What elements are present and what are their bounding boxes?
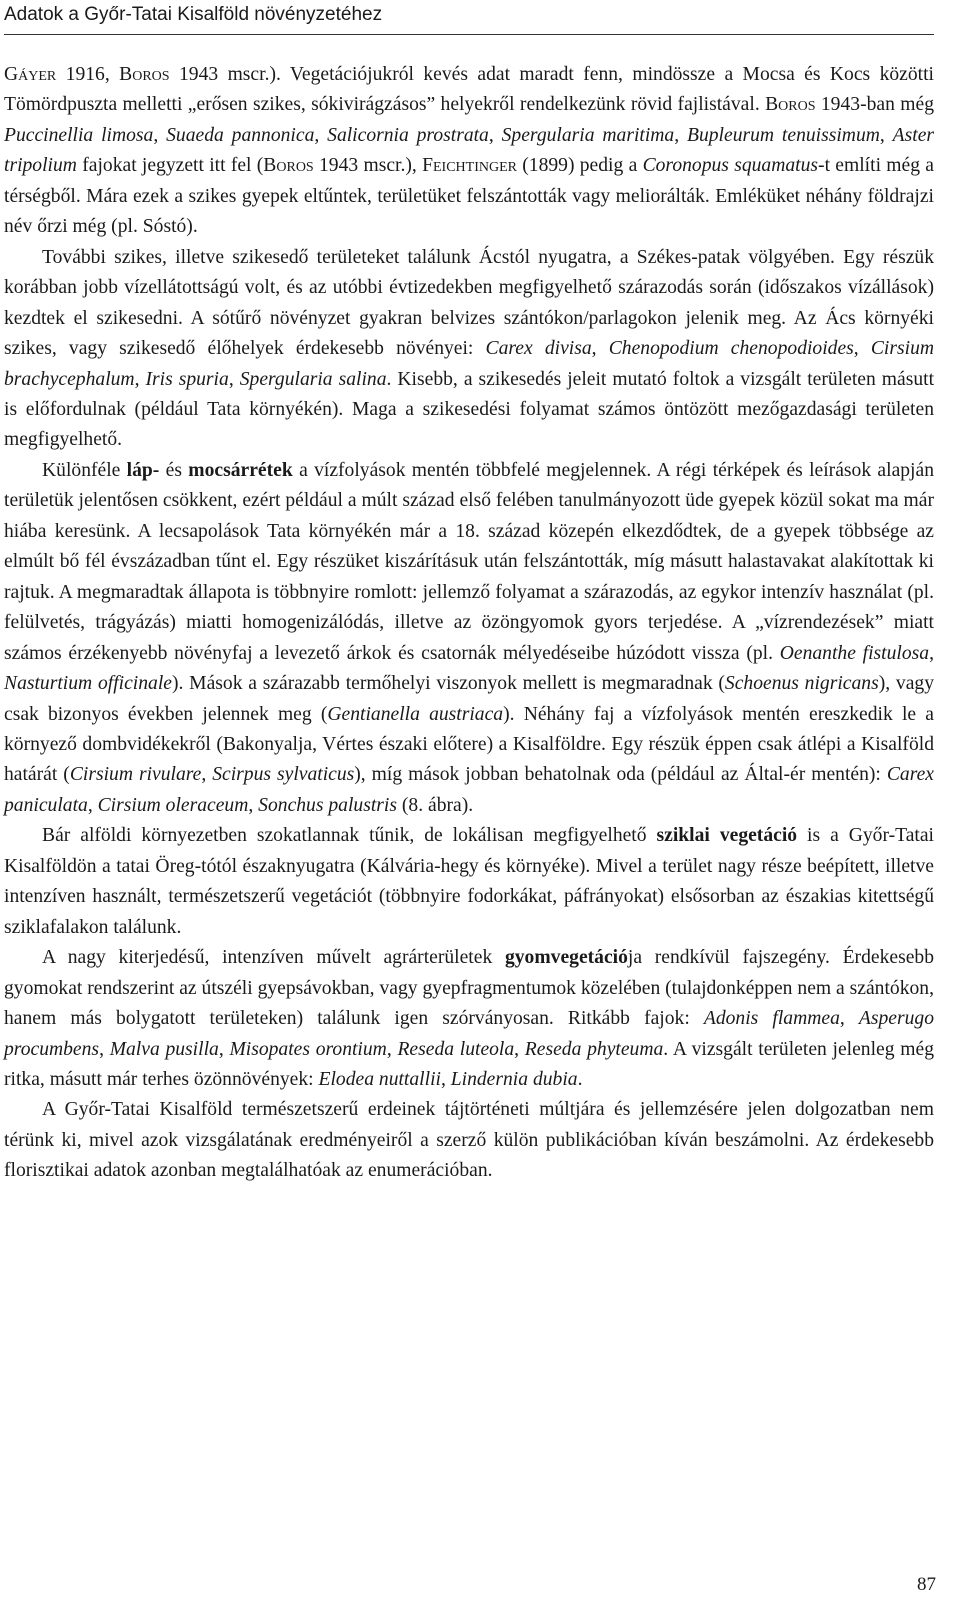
species-name: Sonchus palustris	[258, 794, 397, 816]
text-run: 1943-ban még	[815, 94, 934, 116]
text-run: ), míg mások jobban behatolnak oda (például az Által-ér mentén):	[354, 764, 887, 786]
text-run: ,	[134, 368, 146, 390]
paragraph	[4, 456, 934, 821]
species-name: Aster tripolium	[4, 124, 935, 177]
text-run: (1899) pedig a	[516, 155, 643, 177]
text-run: ,	[386, 1038, 398, 1060]
bold-term: mocsárrétek	[188, 459, 293, 481]
species-name: Carex paniculata	[4, 764, 935, 816]
paragraph	[4, 243, 934, 456]
text-run: ,	[228, 368, 240, 390]
text-run: ,	[839, 1008, 859, 1030]
running-title: Adatok a Győr-Tatai Kisalföld növényzetéhez	[4, 2, 934, 35]
species-name: Nasturtium officinale	[4, 673, 172, 695]
page-number: 87	[917, 1574, 936, 1595]
author-name: Boros	[263, 155, 314, 177]
body-text	[4, 60, 934, 1187]
author-name: Gáyer	[4, 64, 57, 85]
text-run: ,	[853, 338, 871, 360]
text-run: a vízfolyások mentén többfelé megjelennek. A régi térképek és leírások alapján területük jelentősen csökkent, ezért például a múlt század első felében tanulmányozott üde gyepek közül sokat ma már hiába keresünk. A lecsapolások Tata környékén már a 18. század közepén elkezdődtek, de a gyepek többsége az elmúlt bő fél évszázadban tűnt el. Egy részüket kiszárításuk után felszántották, míg másutt halastavakat alakítottak ki rajtuk. A megmaradtak állapota is többnyire romlott: jellemző folyamat a szárazodás, az egykor intenzív használat (pl. felülvetés, trágyázás) miatti homogenizálódás, illetve az özöngyomok gyors terjedése. A „vízrendezések” miatt számos érzékenyebb növényfaj a levezető árkok és csatornák mélyedéseibe húzódott vissza (pl.	[4, 459, 934, 664]
species-name: Suaeda pannonica	[166, 124, 315, 146]
text-run: ,	[218, 1038, 230, 1060]
text-run: Bár alföldi környezetben szokatlannak tűnik, de lokálisan megfigyelhető	[42, 825, 657, 847]
text-run: ,	[153, 124, 167, 146]
text-run: ja rendkívül fajszegény. Érdekesebb gyomokat rendszerint az útszéli gyepsávokban, vagy gyepfragmentumok közelében (tulajdonképpen nem a szántókon, hanem más bolygatott területeken) találunk igen szórványosan. Ritkább fajok:	[4, 947, 934, 1030]
species-name: Adonis flammea	[703, 1008, 840, 1030]
text-run: fajokat jegyzett itt fel (	[76, 155, 264, 177]
text-run: ,	[87, 794, 98, 816]
text-run: A nagy kiterjedésű, intenzíven művelt agrárterületek	[42, 947, 505, 969]
species-name: Cirsium brachycephalum	[4, 338, 935, 390]
text-run: . Kisebb, a szikesedés jeleit mutató foltok a vizsgált területen másutt is előfordulnak (például Tata környékén). Maga a szikesedési folyamat számos öntözött mezőgazdasági területen megfigyelhető.	[4, 368, 935, 451]
text-run: ), vagy csak bizonyos években jelennek meg (	[4, 673, 934, 725]
species-name: Puccinellia limosa	[4, 124, 154, 146]
text-run: ,	[440, 1068, 451, 1090]
species-name: Cirsium oleraceum	[97, 794, 249, 816]
text-run: ,	[99, 1038, 110, 1060]
species-name: Iris spuria	[145, 368, 229, 390]
author-name: Boros	[119, 64, 170, 85]
text-run: ,	[879, 124, 893, 146]
species-name: Spergularia salina	[239, 368, 387, 390]
species-name: Bupleurum tenuissimum	[687, 124, 880, 146]
paragraph	[4, 943, 934, 1095]
species-name: Chenopodium chenopodioides	[608, 338, 854, 360]
species-name: Asperugo procumbens	[4, 1008, 935, 1060]
species-name: Reseda phyteuma	[524, 1038, 664, 1060]
species-name: Salicornia prostrata	[327, 124, 489, 146]
text-run: is a Győr-Tatai Kisalföldön a tatai Öreg-tótól északnyugatra (Kálvária-hegy és környéke). Mivel a terület nagy része beépített, illetve intenzíven használt, természetszerű vegetációt (többnyire fodorkákat, páfrányokat) elsősorban az északias kitettségű sziklafalakon találunk.	[4, 825, 935, 938]
text-run: 1943 mscr.). Vegetációjukról kevés adat maradt fenn, mindössze a Mocsa és Kocs közötti Tömördpuszta melletti „erősen szikes, sókivirágzásos” helyekről rendelkezünk rövid fajlistával.	[4, 64, 934, 116]
species-name: Scirpus sylvaticus	[212, 764, 355, 786]
text-run: 1916,	[56, 64, 120, 85]
bold-term: sziklai vegetáció	[656, 825, 798, 847]
species-name: Elodea nuttallii	[318, 1068, 441, 1090]
paragraph	[4, 60, 934, 243]
species-name: Lindernia dubia	[450, 1068, 578, 1090]
text-run: ). Néhány faj a vízfolyások mentén ereszkedik le a környező dombvidékekről (Bakonyalja, Vértes északi előtere) a Kisalföldre. Egy részük éppen csak átlépi a Kisalföld határát (	[4, 703, 934, 786]
text-run: További szikes, illetve szikesedő területeket találunk Ácstól nyugatra, a Székes-patak völgyében. Egy részük korábban jobb vízellátottságú volt, és az utóbbi évtizedekben megfigyelhető szárazodás során (időszakos vízállások) kezdtek el szikesedni. A sótűrő növényzet gyakran belvizes szántókon/parlagokon jelenik meg. Az Ács környéki szikes, vagy szikesedő élőhelyek érdekesebb növényei:	[4, 246, 934, 360]
text-run: ,	[591, 338, 609, 360]
text-run: ,	[674, 124, 687, 146]
text-run: ). Mások a szárazabb termőhelyi viszonyok mellett is megmaradnak (	[171, 673, 725, 695]
text-run: ,	[314, 124, 328, 146]
text-run: A Győr-Tatai Kisalföld természetszerű erdeinek tájtörténeti múltjára és jellemzésére jelen dolgozatban nem térünk ki, mivel azok vizsgálatának eredményeiről a szerző külön publikációban kíván beszámolni. Az érdekesebb florisztikai adatok azonban megtalálhatóak az enumerációban.	[4, 1099, 934, 1182]
text-run: ,	[929, 642, 934, 664]
text-run: (8. ábra).	[396, 794, 474, 816]
paragraph	[4, 1095, 934, 1186]
text-run: 1943 mscr.),	[313, 155, 423, 177]
bold-term: gyomvegetáció	[504, 947, 628, 969]
species-name: Reseda luteola	[397, 1038, 515, 1060]
author-name: Boros	[765, 94, 816, 116]
text-run: .	[577, 1068, 583, 1090]
species-name: Oenanthe fistulosa	[779, 642, 930, 664]
species-name: Coronopus squamatus	[642, 155, 819, 177]
bold-term: láp-	[126, 459, 160, 481]
author-name: Feichtinger	[422, 155, 517, 177]
species-name: Misopates orontium	[229, 1038, 387, 1060]
text-run: és	[159, 459, 189, 481]
text-run: ,	[201, 764, 213, 786]
text-run: ,	[514, 1038, 525, 1060]
species-name: Gentianella austriaca	[327, 703, 504, 725]
species-name: Carex divisa	[485, 338, 592, 360]
text-run: ,	[248, 794, 259, 816]
species-name: Spergularia maritima	[501, 124, 675, 146]
species-name: Malva pusilla	[109, 1038, 219, 1060]
species-name: Cirsium rivulare	[69, 764, 202, 786]
text-run: Különféle	[42, 459, 127, 481]
paragraph	[4, 821, 934, 943]
text-run: . A vizsgált területen jelenleg még ritka, másutt már terhes özönnövények:	[4, 1038, 934, 1090]
text-run: ,	[488, 124, 502, 146]
text-run: -t említi még a térségből. Mára ezek a szikes gyepek eltűntek, területüket felszántották vagy meliorálták. Emléküket néhány földrajzi név őrzi még (pl. Sóstó).	[4, 155, 934, 238]
species-name: Schoenus nigricans	[724, 673, 879, 695]
